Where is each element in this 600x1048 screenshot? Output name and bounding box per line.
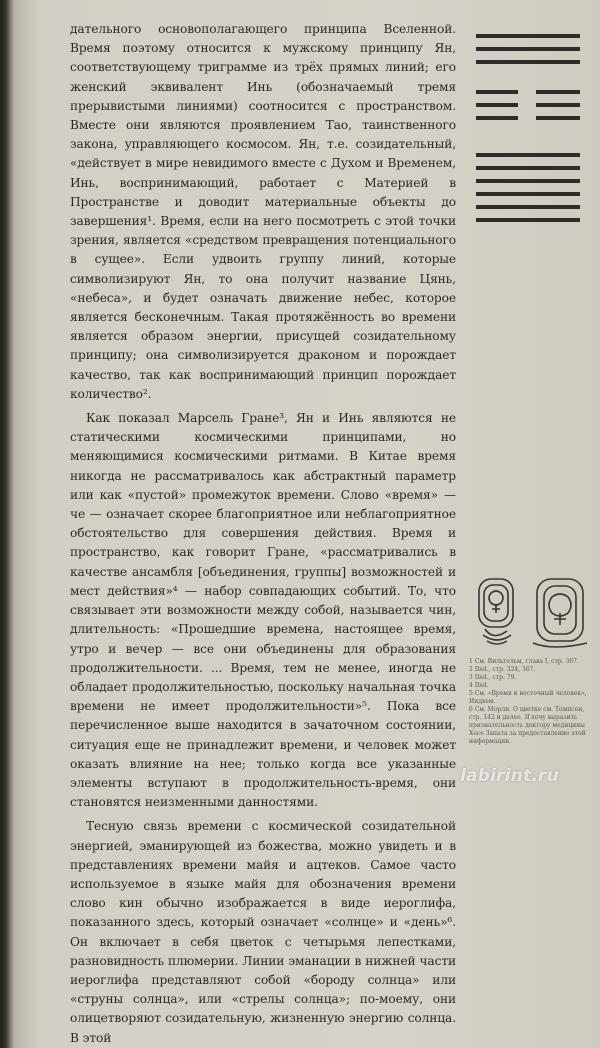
book-page (14, 0, 600, 1045)
maya-kin-glyph-icons (469, 575, 599, 650)
footnote-3: 3 Ibid., стр. 79. (469, 674, 517, 681)
footnote-2: 2 Ibid., стр. 324, 367. (469, 666, 536, 673)
kin-glyph-left-icon (479, 579, 513, 644)
kin-glyph-right-icon (533, 579, 587, 647)
main-text-column (70, 20, 456, 1048)
footnote-5: 5 См. «Время и восточный человек», Иидхем. (469, 690, 587, 705)
paragraph-2: Как показал Марсель Гране³, Ян и Инь являются не статическими космическими принципами, но меняющимися космическими ритмами. В Китае время никогда не рассматривалось как абстрактный параметр или как «пустой» промежуток времени. Слово «время» — че — означает скорее благоприятное или неблагоприятное обстоятельство для совершения действия. Время и пространство, как говорит Гране, «рассматривались в качестве ансамбля [объединения, группы] возможностей и мест действия»⁴ — набор совпадающих событий. То, что связывает эти возможности между собой, называется чин, длительность: «Прошедшие времена, настоящее время, утро и вечер — все они объединены для образования продолжительности. ... Время, тем не менее, иногда не обладает продолжительностью, поскольку начальная точка времени не имеет продолжительности»⁵. Пока все перечисленное выше находится в зачаточном состоянии, ситуация еще не принадлежит времени, и человек может оказать влияние на нее; только когда все указанные элементы вступают в продолжительность-время, они становятся неизменными данностями. (70, 411, 456, 810)
footnote-6: 6 См. Морли. О цветке см. Томпсон, стр. 142 и далее. Я хочу выразить признательность доктору медицины Хосе Запата за предоставление этой информации. (469, 706, 586, 745)
yang-trigram-icon (476, 34, 586, 73)
footnote-4: 4 Ibid. (469, 682, 489, 689)
yin-trigram-icon (476, 90, 586, 129)
footnote-1: 1 См. Вильгельм, глава I, стр. 367. (469, 658, 579, 665)
watermark: labirint.ru (460, 766, 559, 786)
paragraph-1: дательного основополагающего принципа Вселенной. Время поэтому относится к мужскому принципу Ян, соответствующему триграмме из трёх прямых линий; его женский эквивалент Инь (обозначаемый тремя прерывистыми линиями) соотносится с пространством. Вместе они являются проявлением Тао, таинственного закона, управляющего космосом. Ян, т.е. созидательный, «действует в мире невидимого вместе с Духом и Временем, Инь, воспринимающий, работает с Материей в Пространстве и доводит материальные объекты до завершения¹. Время, если на него посмотреть с этой точки зрения, является «средством превращения потенциального в сущее». Если удвоить группу линий, которые символизируют Ян, то она получит название Цянь, «небеса», и будет означать движение небес, которое является бесконечным. Такая протяжённость во времени является образом энергии, присущей созидательному принципу; она символизируется драконом и порождает качество, так как воспринимающий принцип порождает количество². (70, 22, 456, 401)
qian-hexagram-icon (476, 153, 586, 231)
paragraph-3: Тесную связь времени с космической созидательной энергией, эманирующей из божества, можно увидеть и в представлениях времени майя и ацтеков. Самое часто используемое в языке майя для обозначения времени слово кин обычно изображается в виде иероглифа, показанного здесь, который означает «солнце» и «день»⁶. Он включает в себя цветок с четырьмя лепестками, разновидность плюмерии. Линии эманации в нижней части иероглифа представляют собой «бороду солнца» или «струны солнца», или «стрелы солнца»; по-моему, они олицетворяют созидательную, жизненную энергию солнца. В этой (70, 819, 456, 1045)
footnotes (469, 658, 589, 746)
